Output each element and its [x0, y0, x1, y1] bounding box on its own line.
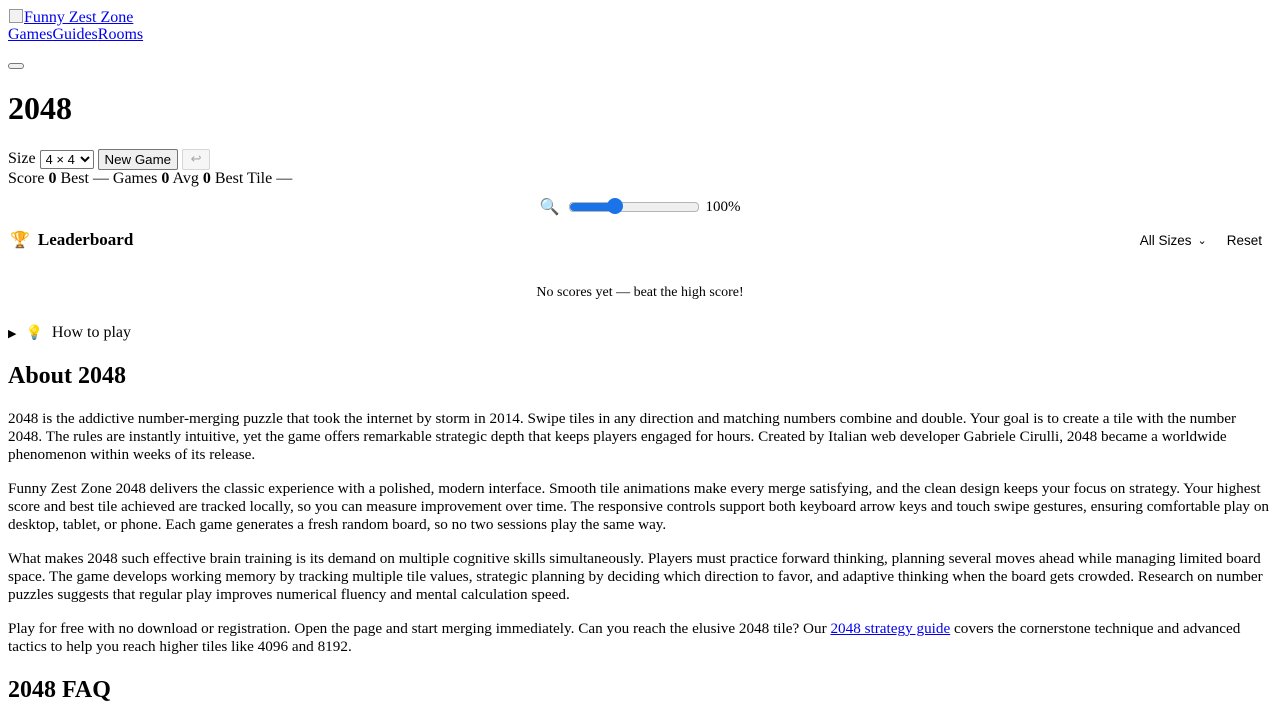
new-game-button[interactable]: New Game [98, 149, 179, 170]
avg-value: 0 [202, 170, 211, 187]
about-heading: About 2048 [8, 363, 127, 389]
about-paragraph-1: 2048 is the addictive number-merging puzzle that took the internet by storm in 2014. Swipe tiles in any direction and matching numbers combine and double. Your goal is to create a tile with the number 2048. The rules are instantly intuitive, yet the game offers remarkable strategic depth that keeps players engaged for hours. Created by Italian web developer Gabriele Cirulli, 2048 became a worldwide phenomenon within weeks of its release. [8, 410, 1237, 463]
nav-link-rooms[interactable]: Rooms [97, 26, 144, 43]
nav-link-games[interactable]: Games [8, 26, 53, 43]
stats-bar [8, 170, 1272, 188]
leaderboard-actions [1140, 233, 1272, 248]
leaderboard-size-filter[interactable] [1140, 233, 1207, 248]
zoom-slider[interactable] [569, 202, 699, 212]
zoom-slider-thumb[interactable] [607, 198, 623, 214]
chevron-down-icon: ⌄ [1197, 234, 1207, 247]
menu-toggle-button[interactable] [8, 63, 24, 69]
faq-heading: 2048 FAQ [8, 677, 111, 703]
about-p4-text-after: covers the cornerstone technique and advanced tactics to help you reach higher tiles like 4096 and 8192. [8, 620, 1241, 655]
leaderboard-empty-message: No scores yet — beat the high score! [536, 285, 744, 300]
leaderboard-header [8, 228, 1272, 252]
leaderboard-title: Leaderboard [37, 230, 134, 249]
games-label: Games [112, 170, 158, 187]
zoom-control [8, 196, 1272, 218]
best-label: Best [60, 170, 89, 187]
magnifier-icon: 🔍 [539, 199, 560, 216]
best-tile-value: — [276, 170, 293, 187]
leaderboard-title-group [8, 230, 133, 250]
disclosure-triangle-icon: ▶ [8, 327, 17, 340]
zoom-percent: 100% [705, 198, 741, 215]
about-p4-text-before: Play for free with no download or registration. Open the page and start merging immediately. Can you reach the elusive 2048 tile? Our [8, 620, 831, 637]
top-nav [8, 26, 1272, 44]
leaderboard-reset-button[interactable]: Reset [1226, 232, 1262, 248]
about-paragraph-3: What makes 2048 such effective brain training is its demand on multiple cognitive skills simultaneously. Players must practice forward thinking, planning several moves ahead while managing limited board space. The game develops working memory by tracking multiple tile values, strategic planning by deciding which direction to favor, and adaptive thinking when the board gets crowded. Research on number puzzles suggests that regular play improves numerical fluency and mental calculation speed. [8, 550, 1263, 603]
about-paragraph-4 [8, 620, 1272, 656]
nav-link-guides[interactable]: Guides [52, 26, 98, 43]
score-label: Score [8, 170, 45, 187]
page-title: 2048 [8, 90, 72, 126]
logo-alt-text: Funny Zest Zone [24, 9, 134, 26]
trophy-icon: 🏆 [10, 232, 30, 249]
broken-image-icon [8, 8, 24, 24]
undo-button[interactable]: ↩ [182, 149, 210, 170]
strategy-guide-link[interactable]: 2048 strategy guide [830, 620, 951, 637]
score-value: 0 [48, 170, 57, 187]
games-value: 0 [161, 170, 170, 187]
about-paragraph-2: Funny Zest Zone 2048 delivers the classic experience with a polished, modern interface. Smooth tile animations make every merge satisfying, and the clean design keeps your focus on strategy. Your highest score and best tile achieved are tracked locally, so you can measure improvement over time. The responsive controls support both keyboard arrow keys and touch swipe gestures, ensuring comfortable play on desktop, tablet, or phone. Each game generates a fresh random board, so no two sessions play the same way. [8, 480, 1270, 533]
lightbulb-icon: 💡 [25, 325, 43, 341]
game-controls [8, 148, 1272, 170]
size-select[interactable] [40, 150, 94, 169]
best-tile-label: Best Tile [214, 170, 273, 187]
size-label: Size [8, 150, 36, 167]
leaderboard-size-filter-value: All Sizes [1139, 232, 1192, 248]
how-to-play-toggle[interactable] [8, 324, 1272, 342]
how-to-play-label: How to play [51, 324, 132, 341]
site-logo-link[interactable] [8, 8, 1272, 26]
avg-label: Avg [172, 170, 199, 187]
best-value: — [92, 170, 109, 187]
